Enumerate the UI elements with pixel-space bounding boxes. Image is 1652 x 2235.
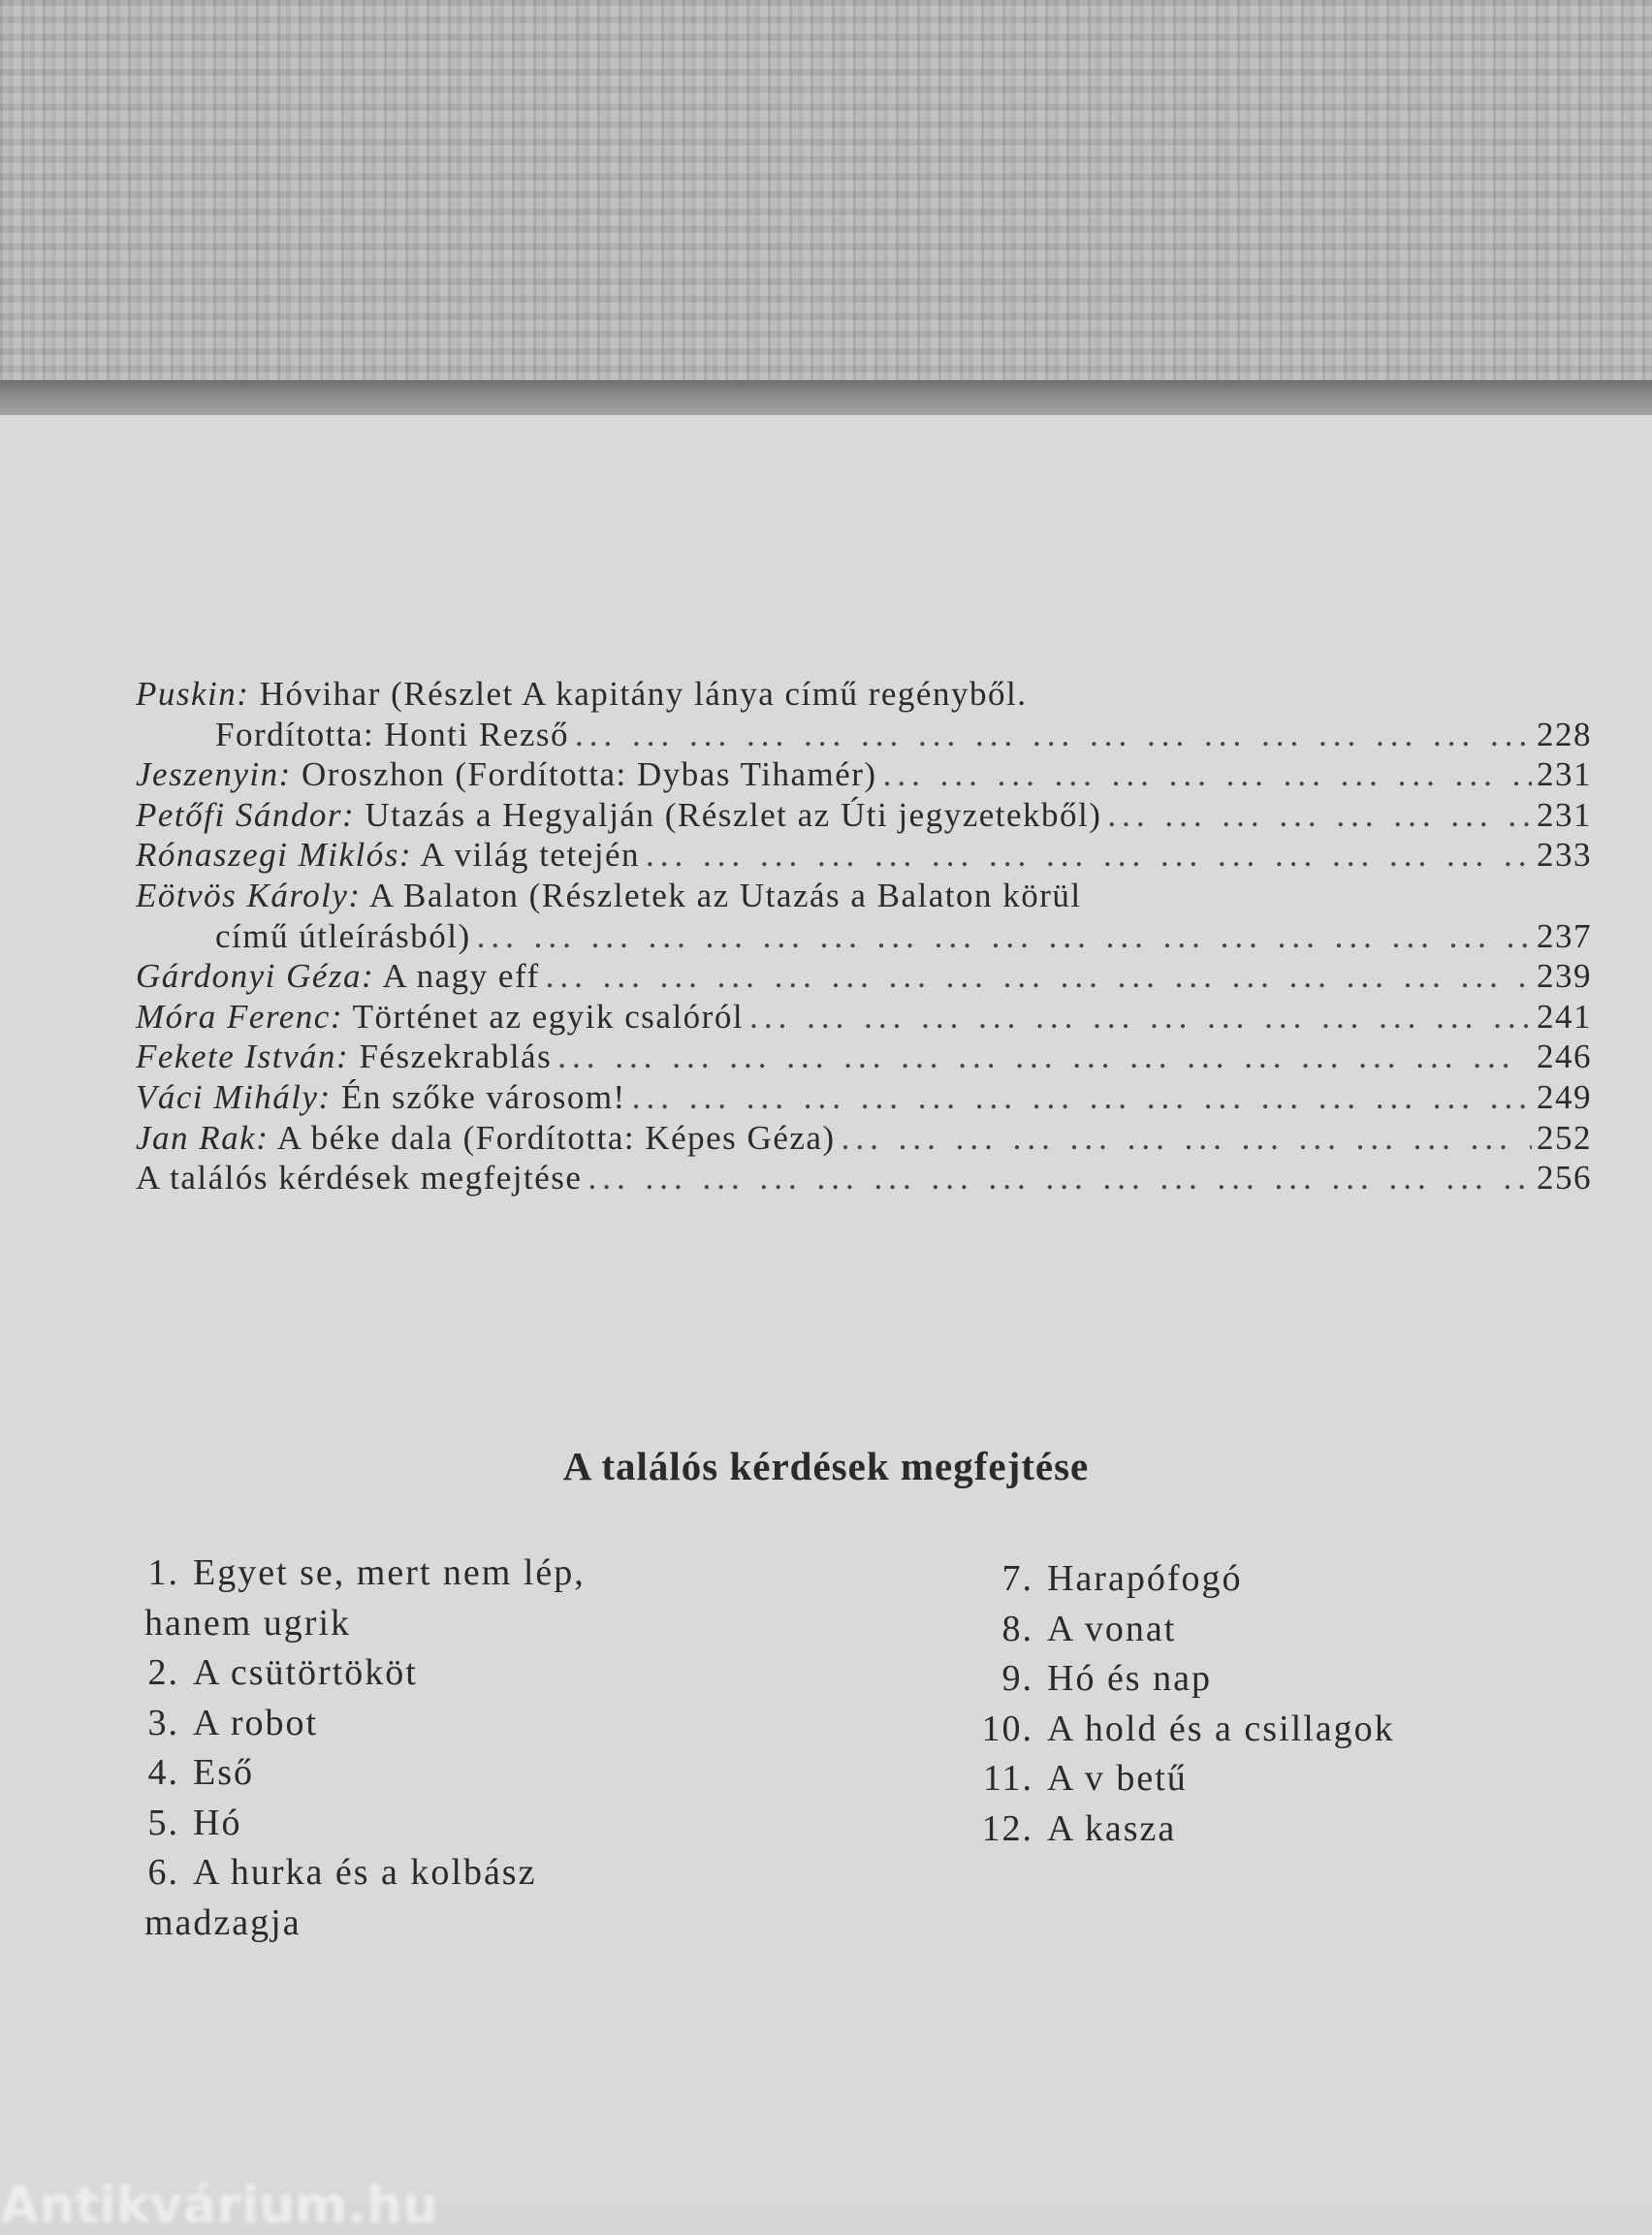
toc-title: Fészekrablás: [359, 1038, 553, 1076]
toc-author: Jan Rak:: [136, 1118, 270, 1157]
toc-entry: [136, 876, 1592, 916]
toc-entry: [136, 916, 1592, 957]
toc-leader-dots: [1101, 795, 1532, 836]
toc-entry: [136, 1077, 1592, 1118]
toc-title: Én szőke városom!: [340, 1077, 626, 1116]
toc-page-number: [1532, 674, 1592, 715]
table-of-contents: [136, 674, 1592, 1198]
toc-leader-dots: [626, 1077, 1532, 1118]
answer-number: 4.: [147, 1752, 179, 1793]
answer-number: 10.: [981, 1708, 1033, 1749]
answer-text: Egyet se, mert nem lép,: [193, 1552, 586, 1593]
answer-text: hanem ugrik: [144, 1602, 352, 1644]
toc-entry-text: [215, 916, 471, 957]
answer-number: 2.: [147, 1652, 179, 1693]
toc-page-number: 237: [1537, 916, 1592, 955]
answer-item: [950, 1554, 1395, 1605]
answer-number: 9.: [1001, 1658, 1033, 1699]
toc-leader-dots: [877, 754, 1532, 795]
toc-page-number: 231: [1537, 795, 1592, 834]
answer-text: Harapófogó: [1047, 1558, 1243, 1599]
toc-entry-text: [136, 1037, 552, 1077]
answer-number: 6.: [147, 1852, 179, 1893]
answer-number: 3.: [147, 1702, 179, 1743]
answer-text: A v betű: [1047, 1758, 1188, 1799]
toc-leader-dots: [552, 1037, 1532, 1077]
toc-page-number: 233: [1537, 836, 1592, 875]
toc-author: Rónaszegi Miklós:: [136, 836, 413, 875]
watermark: Antikvárium.hu: [0, 2177, 438, 2235]
toc-leader-dots: [744, 997, 1532, 1038]
toc-author: Eötvös Károly:: [136, 876, 362, 914]
toc-title: A találós kérdések megfejtése: [136, 1159, 583, 1197]
toc-entry-text: [136, 1158, 582, 1198]
answers-left-column: [111, 1549, 586, 1948]
answer-item: [111, 1648, 586, 1699]
toc-entry: [136, 754, 1592, 795]
answer-item: [111, 1748, 586, 1799]
toc-entry-text: [136, 795, 1101, 836]
toc-entry: [136, 1118, 1592, 1159]
answer-item: [111, 1848, 586, 1899]
toc-entry: [136, 997, 1592, 1038]
answer-item: [950, 1654, 1395, 1705]
toc-leader-dots: [1082, 876, 1532, 916]
toc-author: Jeszenyin:: [136, 755, 292, 794]
toc-entry-text: [136, 997, 744, 1038]
toc-entry: [136, 956, 1592, 997]
answer-item: [950, 1754, 1395, 1804]
toc-title: A világ tetején: [420, 836, 640, 875]
answer-text: A csütörtököt: [193, 1652, 418, 1693]
toc-page-number: 228: [1537, 715, 1592, 753]
toc-page-number: 246: [1537, 1038, 1592, 1076]
toc-entry-text: [136, 956, 540, 997]
answer-item: [111, 1799, 586, 1849]
answer-item: [950, 1705, 1395, 1755]
toc-title: A béke dala (Fordította: Képes Géza): [276, 1118, 836, 1157]
toc-title: Fordította: Honti Rezső: [215, 715, 570, 753]
answer-text: Eső: [193, 1752, 254, 1793]
toc-page-number: 249: [1537, 1077, 1592, 1116]
toc-page-number: [1532, 876, 1592, 916]
toc-author: Váci Mihály:: [136, 1077, 332, 1116]
wood-background: [0, 0, 1652, 383]
toc-leader-dots: [582, 1158, 1532, 1198]
section-heading: A találós kérdések megfejtése: [562, 1444, 1090, 1488]
toc-title: című útleírásból): [215, 916, 471, 955]
answer-number: 12.: [981, 1807, 1033, 1849]
toc-leader-dots: [471, 916, 1532, 957]
answer-number: 8.: [1001, 1608, 1033, 1649]
toc-author: Petőfi Sándor:: [136, 795, 356, 834]
toc-entry: [136, 835, 1592, 876]
answer-text: A robot: [193, 1702, 319, 1743]
answer-continuation: [111, 1599, 586, 1649]
toc-entry-text: [136, 1077, 626, 1118]
toc-title: Hóvihar (Részlet A kapitány lánya című regényből.: [259, 675, 1028, 713]
toc-entry: [136, 1037, 1592, 1077]
toc-author: Gárdonyi Géza:: [136, 957, 375, 996]
toc-page-number: 256: [1537, 1159, 1592, 1197]
toc-title: Oroszhon (Fordította: Dybas Tihamér): [302, 755, 877, 794]
answer-continuation: [111, 1899, 586, 1949]
book-edge: [0, 380, 1652, 417]
answer-item: [111, 1699, 586, 1749]
toc-entry-text: [136, 835, 640, 876]
toc-leader-dots: [640, 835, 1532, 876]
answer-text: A kasza: [1047, 1807, 1177, 1849]
toc-page-number: 239: [1537, 957, 1592, 996]
toc-title: A nagy eff: [382, 957, 540, 996]
answer-item: [111, 1549, 586, 1599]
toc-page-number: 252: [1537, 1118, 1592, 1157]
toc-title: Történet az egyik csalóról: [352, 997, 745, 1036]
answer-item: [950, 1605, 1395, 1655]
toc-title: Utazás a Hegyalján (Részlet az Úti jegyzetekből): [365, 795, 1102, 834]
toc-entry: [136, 674, 1592, 715]
toc-leader-dots: [540, 956, 1532, 997]
answer-number: 7.: [1001, 1558, 1033, 1599]
answer-text: A hold és a csillagok: [1047, 1708, 1395, 1749]
toc-entry-text: [136, 674, 1027, 715]
answer-text: madzagja: [144, 1901, 302, 1943]
toc-entry-text: [136, 1118, 836, 1159]
toc-entry: [136, 715, 1592, 755]
answer-text: A vonat: [1047, 1608, 1177, 1649]
toc-author: Fekete István:: [136, 1038, 350, 1076]
toc-page-number: 241: [1537, 997, 1592, 1036]
answers-right-column: [950, 1554, 1395, 1854]
answer-text: A hurka és a kolbász: [193, 1852, 537, 1893]
toc-entry-text: [136, 876, 1082, 916]
answer-number: 11.: [982, 1758, 1033, 1799]
answer-text: Hó és nap: [1047, 1658, 1212, 1699]
answer-text: Hó: [193, 1802, 242, 1843]
toc-leader-dots: [569, 715, 1532, 755]
answer-number: 1.: [147, 1552, 179, 1593]
toc-leader-dots: [1027, 674, 1532, 715]
toc-title: A Balaton (Részletek az Utazás a Balaton körül: [368, 876, 1082, 914]
toc-entry-text: [215, 715, 569, 755]
toc-author: Móra Ferenc:: [136, 997, 343, 1036]
toc-entry: [136, 795, 1592, 836]
answer-number: 5.: [147, 1802, 179, 1843]
toc-page-number: 231: [1537, 755, 1592, 794]
toc-author: Puskin:: [136, 675, 250, 713]
toc-entry: [136, 1158, 1592, 1198]
toc-leader-dots: [836, 1118, 1532, 1159]
answer-item: [950, 1804, 1395, 1855]
toc-entry-text: [136, 754, 877, 795]
